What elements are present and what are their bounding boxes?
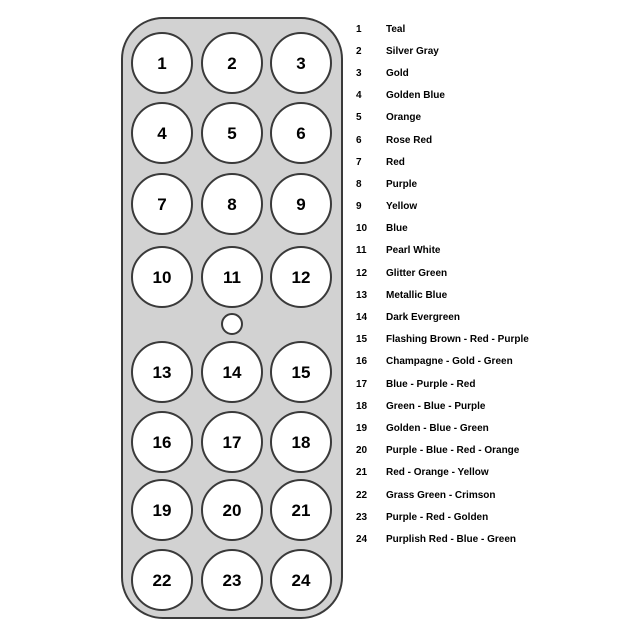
- palette-well: [201, 32, 263, 94]
- legend-item: [356, 484, 626, 506]
- legend-label: Yellow: [386, 201, 418, 213]
- legend-label: Golden - Blue - Green: [386, 422, 489, 434]
- well-number: 19: [152, 500, 172, 520]
- legend-item: [356, 129, 626, 151]
- well-number: 17: [222, 432, 242, 452]
- legend-label: Golden Blue: [386, 90, 445, 102]
- legend-label: Purple: [386, 178, 418, 190]
- well-number: 12: [291, 267, 311, 287]
- legend-item: [356, 528, 626, 550]
- legend-number: 6: [356, 134, 362, 146]
- palette-well: [131, 32, 193, 94]
- legend-label: Red - Orange - Yellow: [386, 467, 489, 479]
- legend-label: Blue: [386, 223, 408, 235]
- well-number: 8: [227, 194, 237, 214]
- legend-item: [356, 506, 626, 528]
- well-number: 6: [296, 123, 306, 143]
- legend-number: 23: [356, 511, 368, 523]
- legend-number: 22: [356, 489, 368, 501]
- legend-number: 8: [356, 178, 362, 190]
- legend-label: Dark Evergreen: [386, 312, 460, 324]
- legend-item: [356, 173, 626, 195]
- legend-number: 18: [356, 400, 368, 412]
- legend-item: [356, 196, 626, 218]
- well-number: 21: [291, 500, 311, 520]
- legend-number: 2: [356, 45, 362, 57]
- palette-well: [201, 479, 263, 541]
- legend-label: Metallic Blue: [386, 289, 448, 301]
- legend-label: Purple - Blue - Red - Orange: [386, 445, 520, 457]
- palette-well: [270, 411, 332, 473]
- legend-item: [356, 284, 626, 306]
- legend-item: [356, 18, 626, 40]
- palette-well: [270, 32, 332, 94]
- legend-label: Silver Gray: [386, 45, 439, 57]
- legend-number: 3: [356, 67, 362, 79]
- legend-number: 12: [356, 267, 368, 279]
- palette-well: [131, 173, 193, 235]
- legend-item: [356, 440, 626, 462]
- legend-item: [356, 373, 626, 395]
- well-number: 9: [296, 194, 306, 214]
- legend-number: 13: [356, 289, 368, 301]
- legend-number: 10: [356, 223, 368, 235]
- well-number: 14: [222, 362, 242, 382]
- legend-number: 1: [356, 23, 362, 35]
- legend-label: Purplish Red - Blue - Green: [386, 533, 517, 545]
- palette-well: [131, 341, 193, 403]
- legend-item: [356, 40, 626, 62]
- legend-item: [356, 85, 626, 107]
- legend-number: 24: [356, 533, 368, 545]
- legend-label: Green - Blue - Purple: [386, 400, 486, 412]
- legend-number: 4: [356, 90, 362, 102]
- legend-item: [356, 240, 626, 262]
- palette-well: [131, 411, 193, 473]
- legend-label: Purple - Red - Golden: [386, 511, 489, 523]
- well-number: 18: [291, 432, 311, 452]
- legend-item: [356, 306, 626, 328]
- palette-well: [201, 549, 263, 611]
- palette-well: [201, 173, 263, 235]
- well-number: 23: [222, 570, 242, 590]
- well-number: 20: [222, 500, 242, 520]
- well-number: 22: [152, 570, 172, 590]
- legend-label: Red: [386, 156, 405, 168]
- legend-label: Champagne - Gold - Green: [386, 356, 513, 368]
- legend-label: Pearl White: [386, 245, 441, 257]
- well-number: 11: [223, 267, 241, 287]
- legend-item: [356, 417, 626, 439]
- palette-well: [131, 479, 193, 541]
- legend-number: 19: [356, 422, 368, 434]
- well-number: 2: [227, 53, 237, 73]
- well-number: 7: [157, 194, 167, 214]
- palette-well: [201, 341, 263, 403]
- palette-well: [131, 246, 193, 308]
- legend-item: [356, 151, 626, 173]
- legend-label: Rose Red: [386, 134, 433, 146]
- palette-well: [131, 102, 193, 164]
- legend-item: [356, 107, 626, 129]
- palette-well: [270, 246, 332, 308]
- legend-number: 5: [356, 112, 362, 124]
- palette-well: [201, 246, 263, 308]
- well-number: 4: [157, 123, 167, 143]
- well-number: 1: [157, 53, 167, 73]
- legend-label: Grass Green - Crimson: [386, 489, 496, 501]
- legend-number: 21: [356, 467, 368, 479]
- legend-label: Blue - Purple - Red: [386, 378, 476, 390]
- small-circle: [221, 313, 243, 335]
- well-number: 13: [152, 362, 172, 382]
- legend-label: Glitter Green: [386, 267, 448, 279]
- legend-number: 9: [356, 201, 362, 213]
- legend-number: 14: [356, 312, 368, 324]
- legend-label: Flashing Brown - Red - Purple: [386, 334, 529, 346]
- well-number: 24: [291, 570, 311, 590]
- color-legend: [356, 18, 626, 551]
- legend-item: [356, 262, 626, 284]
- palette-well: [270, 549, 332, 611]
- palette-well: [270, 173, 332, 235]
- well-number: 10: [152, 267, 172, 287]
- legend-number: 16: [356, 356, 368, 368]
- well-number: 16: [152, 432, 172, 452]
- palette-well: [201, 102, 263, 164]
- palette-well: [270, 341, 332, 403]
- legend-number: 17: [356, 378, 368, 390]
- palette-well: [270, 479, 332, 541]
- legend-label: Gold: [386, 67, 409, 79]
- legend-item: [356, 218, 626, 240]
- legend-number: 15: [356, 334, 368, 346]
- legend-item: [356, 351, 626, 373]
- well-number: 3: [296, 53, 306, 73]
- legend-label: Orange: [386, 112, 422, 124]
- legend-number: 20: [356, 445, 368, 457]
- palette-well: [270, 102, 332, 164]
- legend-label: Teal: [386, 23, 406, 35]
- legend-number: 11: [356, 245, 367, 257]
- palette-well: [131, 549, 193, 611]
- well-number: 5: [227, 123, 237, 143]
- legend-item: [356, 462, 626, 484]
- well-number: 15: [291, 362, 311, 382]
- legend-item: [356, 329, 626, 351]
- legend-number: 7: [356, 156, 362, 168]
- legend-item: [356, 395, 626, 417]
- legend-item: [356, 62, 626, 84]
- palette-well: [201, 411, 263, 473]
